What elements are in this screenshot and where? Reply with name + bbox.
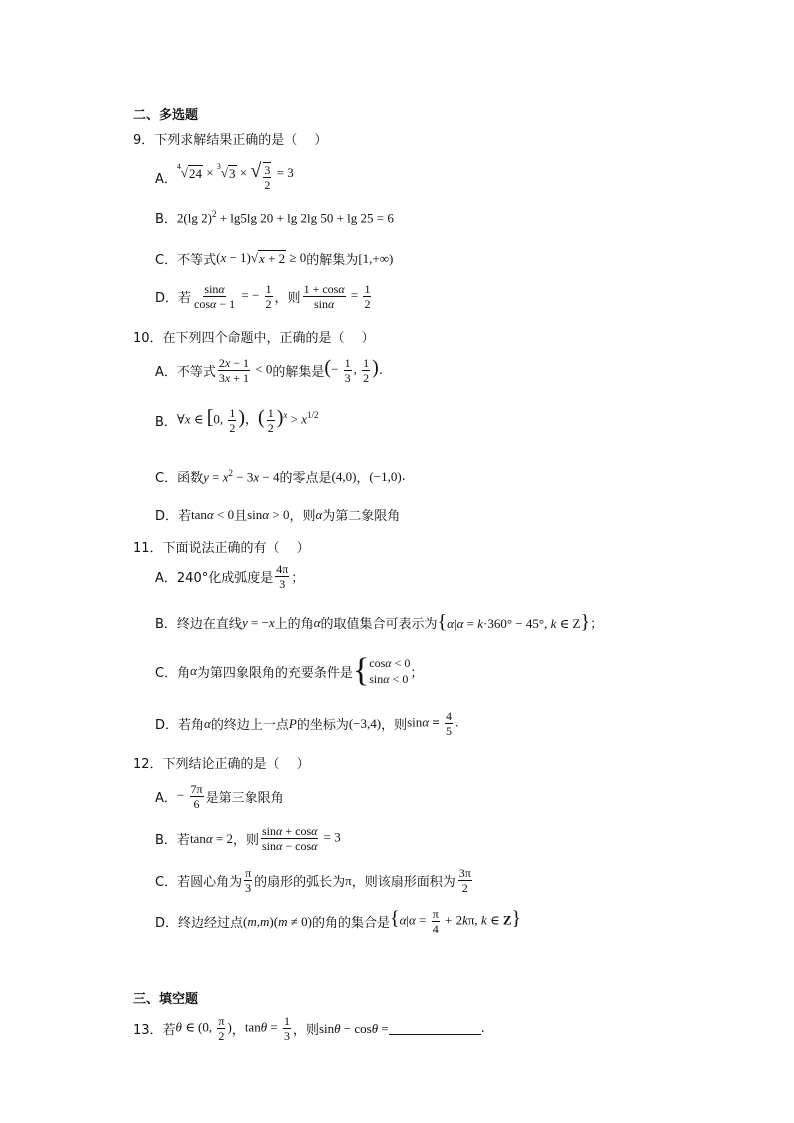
- option-text: ，则: [381, 718, 408, 733]
- option-text: 的零点是: [279, 471, 332, 486]
- question-10-option-b: [155, 406, 319, 435]
- formula: (x − 1) √ x + 2 ≥ 0: [216, 250, 307, 266]
- option-text: 不等式: [177, 253, 217, 268]
- option-text: ；: [590, 617, 604, 632]
- option-label: A．: [155, 171, 177, 187]
- question-11-option-d: [155, 709, 458, 738]
- formula: sinα = $\frac{4}{5}$ .: [407, 709, 459, 738]
- option-label: C．: [155, 875, 178, 890]
- formula: $\frac{3\pi}{2}$: [458, 866, 471, 895]
- question-12-stem: 12．下列结论正确的是（ ）: [133, 757, 310, 772]
- option-text: ，则: [274, 291, 301, 306]
- option-text: 若: [176, 833, 190, 848]
- option-text: ；: [410, 665, 424, 681]
- formula: θ ∈ (0, $\frac{\pi}{2}$ ): [175, 1014, 232, 1043]
- formula: α: [204, 715, 211, 731]
- option-text: 为第四象限角的充要条件是: [196, 665, 353, 681]
- question-10-option-d: [155, 505, 400, 524]
- question-12-option-b: [155, 824, 341, 853]
- question-10-stem: 10．在下列四个命题中，正确的是（ ）: [133, 331, 375, 346]
- option-label: C．: [155, 665, 178, 681]
- option-text: 上的角: [274, 617, 314, 632]
- option-label: B．: [155, 617, 177, 632]
- question-9-stem: 9．下列求解结果正确的是（ ）: [133, 133, 328, 148]
- option-text: 不等式: [176, 365, 216, 380]
- formula: tanα < 0: [191, 506, 235, 522]
- formula: $\frac{\pi}{3}$: [245, 866, 252, 895]
- question-13: [133, 1014, 485, 1043]
- option-label: D．: [155, 718, 179, 733]
- option-text: 的解集为: [306, 253, 359, 268]
- option-text: 终边经过点: [178, 916, 244, 931]
- option-label: A．: [155, 791, 177, 806]
- option-text: .: [378, 363, 383, 378]
- question-12-option-d: [155, 907, 521, 936]
- option-text: 若圆心角为: [177, 875, 243, 890]
- option-text: ，: [356, 471, 370, 486]
- option-label: A．: [155, 571, 177, 586]
- formula: $\frac{4\pi}{3}$: [276, 562, 289, 591]
- option-text: ，则: [233, 833, 260, 848]
- question-10-option-a: [155, 356, 383, 385]
- option-text: .: [401, 469, 406, 484]
- question-text: 13．若: [133, 1023, 176, 1038]
- option-text: 的坐标为: [296, 718, 349, 733]
- option-label: D．: [155, 509, 179, 524]
- formula: α: [190, 663, 197, 678]
- option-label: C．: [155, 253, 178, 268]
- formula: α: [313, 614, 321, 630]
- option-text: 若角: [178, 718, 205, 733]
- formula: sinθ − cosθ =: [318, 1020, 389, 1036]
- formula: {α|α = $\frac{\pi}{4}$ + 2kπ, k ∈ Z}: [389, 907, 522, 936]
- section-heading-fill-in-blank: 三、填空题: [133, 992, 199, 1007]
- option-label: A．: [155, 365, 177, 380]
- option-label: C．: [155, 471, 178, 486]
- formula: [1,+∞): [358, 250, 394, 266]
- option-text: 的取值集合可表示为: [320, 617, 438, 632]
- question-11-option-b: [155, 613, 603, 632]
- option-label: B．: [155, 415, 177, 430]
- option-text: 若: [178, 291, 192, 306]
- option-text: 为第二象限角: [322, 509, 401, 524]
- option-text: 的终边上一点: [210, 718, 289, 733]
- formula: α: [315, 506, 323, 522]
- question-9-option-a: [155, 162, 294, 192]
- option-label: D．: [155, 916, 179, 931]
- question-12-option-a: [155, 782, 284, 811]
- option-text: 的角的集合是: [311, 916, 390, 931]
- formula: π: [345, 872, 352, 888]
- formula: (4,0): [331, 468, 357, 484]
- formula: − $\frac{7\pi}{6}$: [176, 782, 203, 811]
- question-11-stem: 11．下面说法正确的有（ ）: [133, 541, 310, 556]
- option-label: B．: [155, 833, 177, 848]
- question-9-option-c: [155, 249, 393, 268]
- formula: tanθ = $\frac{1}{3}$: [244, 1014, 290, 1043]
- formula: (m,m)(m ≠ 0): [243, 913, 312, 929]
- formula: $\frac{1 + \cos\alpha}{\sin\alpha}$ = $\frac{1}{2}$: [303, 282, 371, 311]
- formula: $\frac{2x - 1}{3x + 1}$ < 0: [218, 356, 273, 385]
- option-text: ，则: [289, 509, 316, 524]
- formula: $^4$ √ 24 × $^3$ √ 3 × √ $\frac{3}{2}$ = 3: [176, 160, 294, 192]
- formula: tanα = 2: [189, 830, 233, 846]
- option-text: 角: [177, 665, 191, 681]
- section-heading-multiple-choice: 二、多选题: [133, 108, 199, 123]
- option-text: 函数: [177, 471, 204, 486]
- question-9-option-b: [155, 208, 394, 227]
- question-11-option-a: [155, 562, 304, 591]
- formula: 2(lg 2)$^2$ + lg5lg 20 + lg 2lg 50 + lg 25 = 6: [176, 208, 394, 226]
- formula: ∀x ∈ [0, $\frac{1}{2}$ )，( $\frac{1}{2}$ )$^x > x^{1/2}$: [176, 406, 319, 435]
- formula: {α|α = k·360° − 45°, k ∈ Z}: [437, 611, 591, 633]
- option-label: D．: [155, 291, 179, 306]
- formula: sinα > 0: [247, 506, 290, 522]
- option-label: B．: [155, 212, 177, 227]
- option-text: 的扇形的弧长为: [254, 875, 346, 890]
- formula: y = −x: [241, 614, 275, 630]
- formula: $\frac{\sin\alpha}{\cos\alpha - 1}$ = − $\frac{1}{2}$: [194, 282, 272, 311]
- option-text: 240°化成弧度是: [176, 571, 274, 586]
- option-text: 且: [234, 509, 248, 524]
- formula: $\frac{\sin\alpha + \cos\alpha}{\sin\alpha - \cos\alpha}$ = 3: [262, 824, 341, 853]
- option-text: 是第三象限角: [205, 791, 284, 806]
- question-text: ，则: [292, 1023, 319, 1038]
- question-11-option-c: [155, 652, 424, 689]
- answer-blank[interactable]: [389, 1022, 481, 1035]
- question-text: ，: [231, 1023, 245, 1038]
- option-text: ；: [291, 571, 305, 586]
- question-12-option-c: [155, 866, 474, 895]
- formula: { cosα < 0 sinα < 0: [352, 652, 411, 689]
- option-text: ，则该扇形面积为: [351, 875, 456, 890]
- option-text: 终边在直线: [176, 617, 242, 632]
- option-text: 若: [178, 509, 192, 524]
- question-9-option-d: [155, 282, 373, 311]
- formula: $y = x^2 - 3x - 4$: [203, 467, 280, 485]
- formula: P: [288, 715, 297, 731]
- option-text: 的解集是: [272, 365, 325, 380]
- formula: (−3,4): [348, 715, 382, 731]
- formula: (− $\frac{1}{3}$ , $\frac{1}{2}$ ): [324, 356, 379, 385]
- formula: (−1,0): [369, 468, 402, 484]
- question-10-option-c: [155, 467, 406, 486]
- question-text: .: [480, 1021, 485, 1036]
